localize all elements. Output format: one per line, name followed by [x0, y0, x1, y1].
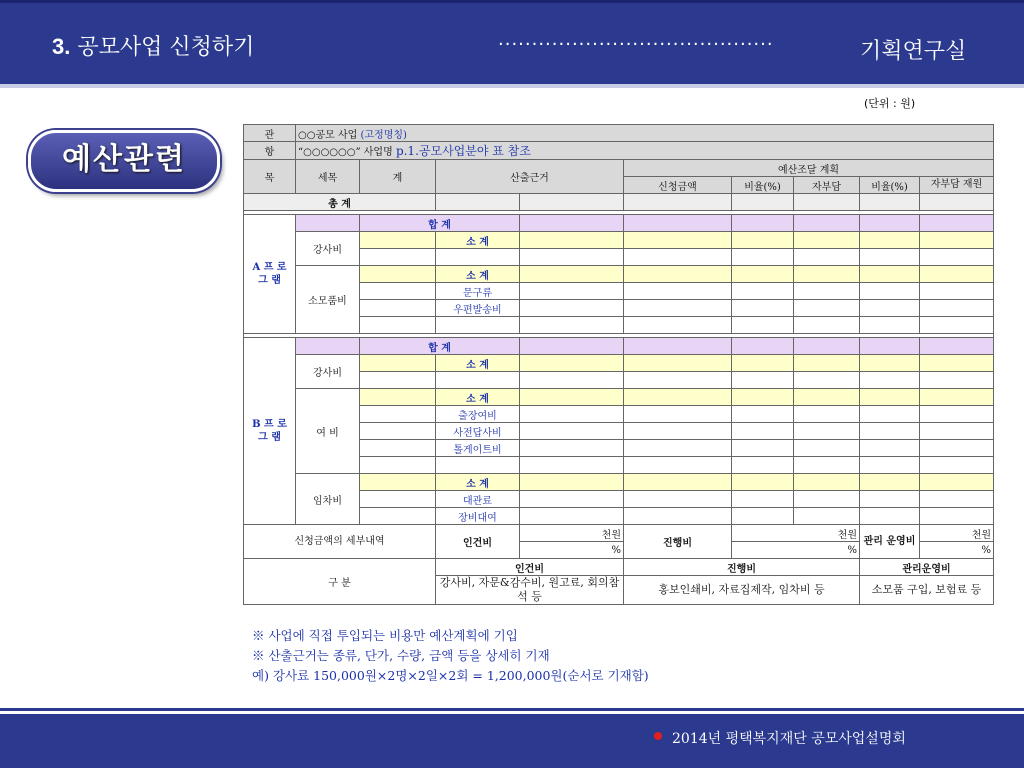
- col-mok: 목: [244, 160, 296, 194]
- section-number: 3.: [52, 34, 71, 59]
- b-imchabi-subtotal: 소 계: [436, 474, 520, 491]
- b-item-gangsabi: 강사비: [296, 355, 360, 389]
- bullet-icon: [654, 732, 662, 740]
- footer-topline: [0, 708, 1024, 711]
- summary-personnel-won: 천원: [520, 525, 624, 542]
- b-sub-travel: 출장여비: [436, 406, 520, 423]
- col-self-source: 자부담 재원: [920, 177, 994, 194]
- grand-total-label: 총 계: [244, 194, 436, 211]
- summary-label: 신청금액의 세부내역: [244, 525, 436, 559]
- department-label: 기획연구실: [860, 39, 967, 64]
- summary-operation-pct: %: [732, 542, 860, 559]
- hang-text: “○○○○○○” 사업명: [298, 147, 393, 158]
- header-topline: [0, 0, 1024, 3]
- gwan-label: 관: [244, 125, 296, 142]
- a-item-somopumbi: 소모품비: [296, 266, 360, 334]
- category-label: 구 분: [244, 559, 436, 605]
- hang-label: 항: [244, 142, 296, 160]
- footer-text: 2014년 평택복지재단 공모사업설명회: [672, 731, 906, 747]
- col-plan: 예산조달 계획: [624, 160, 994, 177]
- col-ratio1: 비율(%): [732, 177, 794, 194]
- a-sub-mail: 우편발송비: [436, 300, 520, 317]
- notes: [252, 626, 649, 686]
- hang-value: [296, 142, 994, 160]
- category-operation-title: 진행비: [624, 559, 860, 576]
- program-a-label: A 프 로 그 램: [244, 215, 296, 334]
- summary-admin-pct: %: [920, 542, 994, 559]
- col-ratio2: 비율(%): [860, 177, 920, 194]
- col-semok: 세목: [296, 160, 360, 194]
- col-apply-amount: 신청금액: [624, 177, 732, 194]
- b-item-imchabi: 임차비: [296, 474, 360, 525]
- hang-note: p.1.공모사업분야 표 참조: [395, 144, 531, 158]
- category-operation-desc: 홍보인쇄비, 자료집제작, 임차비 등: [624, 576, 860, 605]
- header-bar: [0, 0, 1024, 84]
- header-dots: ·········································: [498, 34, 774, 55]
- gwan-value: [296, 125, 994, 142]
- category-personnel-title: 인건비: [436, 559, 624, 576]
- summary-operation: 진행비: [624, 525, 732, 559]
- program-b-total: 합 계: [360, 338, 520, 355]
- a-gangsabi-subtotal: 소 계: [436, 232, 520, 249]
- b-sub-scout: 사전답사비: [436, 423, 520, 440]
- b-sub-equipment: 장비대여: [436, 508, 520, 525]
- a-somopumbi-subtotal: 소 계: [436, 266, 520, 283]
- b-sub-rental: 대관료: [436, 491, 520, 508]
- page-title: [52, 30, 254, 61]
- program-b-label: B 프 로 그 램: [244, 338, 296, 525]
- summary-operation-won: 천원: [732, 525, 860, 542]
- header-underline: [0, 84, 1024, 88]
- a-item-gangsabi: 강사비: [296, 232, 360, 266]
- program-a-total: 합 계: [360, 215, 520, 232]
- unit-label: (단위 : 원): [864, 97, 916, 110]
- category-admin-desc: 소모품 구입, 보험료 등: [860, 576, 994, 605]
- summary-admin: 관리 운영비: [860, 525, 920, 559]
- note-2: ※ 산출근거는 종류, 단가, 수량, 금액 등을 상세히 기재: [252, 648, 550, 663]
- b-gangsabi-subtotal: 소 계: [436, 355, 520, 372]
- category-personnel-desc: 강사비, 자문&감수비, 원고료, 회의참석 등: [436, 576, 624, 605]
- b-sub-toll: 톨게이트비: [436, 440, 520, 457]
- footer-bar: [0, 714, 1024, 768]
- note-3: 예) 강사료 150,000원×2명×2일×2회 = 1,200,000원(순서로 기재함): [252, 668, 649, 683]
- gwan-text: ○○공모 사업: [298, 129, 358, 141]
- budget-badge: [28, 130, 220, 192]
- summary-personnel-pct: %: [520, 542, 624, 559]
- b-yeobi-subtotal: 소 계: [436, 389, 520, 406]
- col-self: 자부담: [794, 177, 860, 194]
- budget-table: [243, 124, 994, 605]
- col-basis: 산출근거: [436, 160, 624, 194]
- section-title: 공모사업 신청하기: [77, 35, 255, 60]
- badge-label: 예산관련: [62, 142, 186, 177]
- summary-personnel: 인건비: [436, 525, 520, 559]
- b-item-yeobi: 여 비: [296, 389, 360, 474]
- summary-admin-won: 천원: [920, 525, 994, 542]
- a-sub-mungu: 문구류: [436, 283, 520, 300]
- col-gye: 계: [360, 160, 436, 194]
- gwan-note: (고정명칭): [360, 129, 407, 141]
- note-1: ※ 사업에 직접 투입되는 비용만 예산계획에 기입: [252, 628, 518, 643]
- category-admin-title: 관리운영비: [860, 559, 994, 576]
